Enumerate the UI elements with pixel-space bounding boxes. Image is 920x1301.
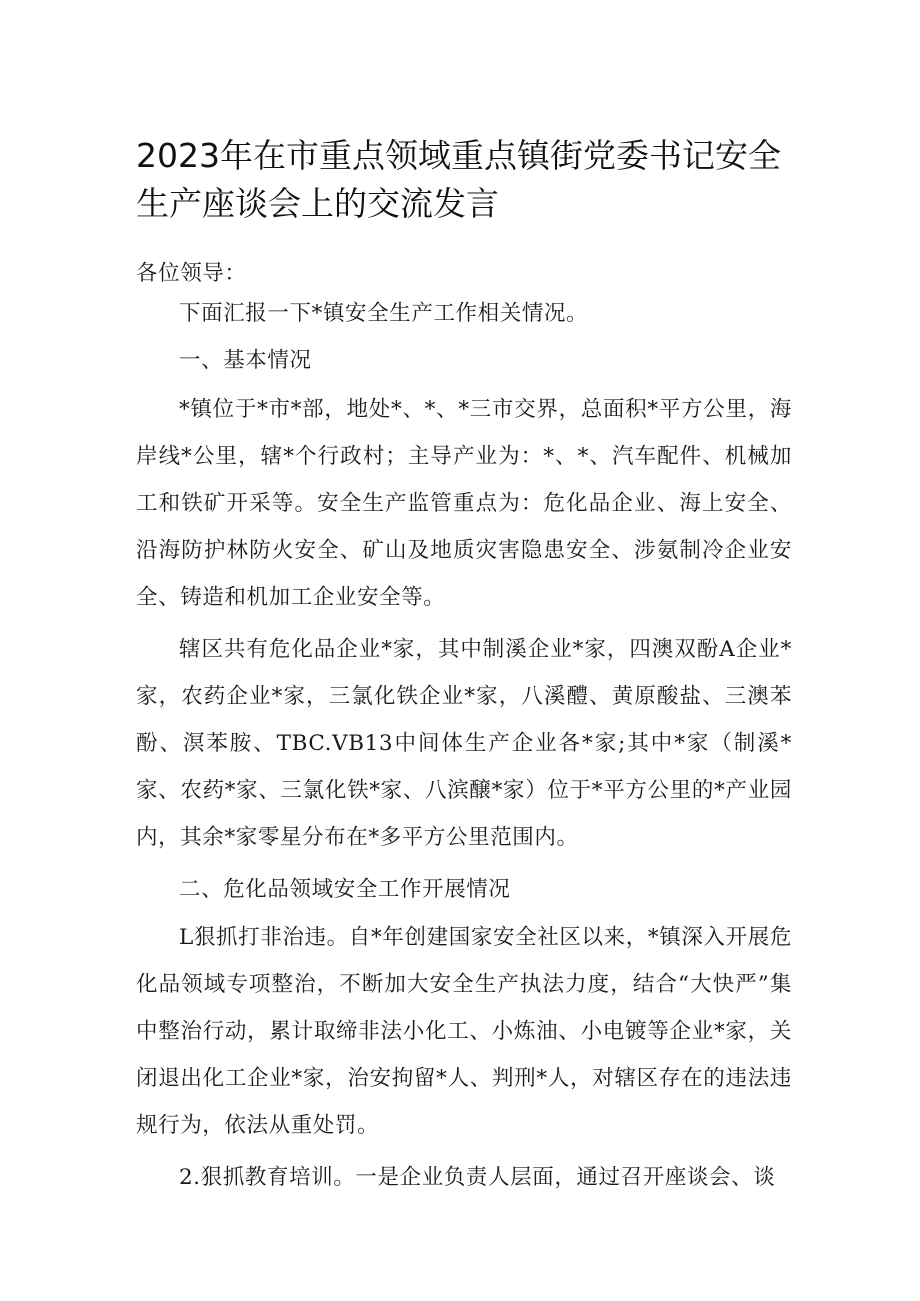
paragraph-training: 2.狠抓教育培训。一是企业负责人层面，通过召开座谈会、谈 xyxy=(179,1165,776,1190)
section-heading-hazardous-work: 二、危化品领域安全工作开展情况 xyxy=(179,877,511,902)
salutation: 各位领导： xyxy=(136,261,247,286)
paragraph-intro: 下面汇报一下*镇安全生产工作相关情况。 xyxy=(179,301,589,326)
paragraph-basic-situation: *镇位于*市*部，地处*、*、*三市交界，总面积*平方公里，海岸线*公里，辖*个行政村；主导产业为：*、*、汽车配件、机械加工和铁矿开采等。安全生产监管重点为：危化品企业、海上安全、沿海防护林防火安全、矿山及地质灾害隐患安全、涉氨制冷企业安全、铸造和机加工企业安全等。 xyxy=(136,397,792,610)
paragraph-crackdown: L狠抓打非治违。自*年创建国家安全社区以来，*镇深入开展危化品领域专项整治，不断加大安全生产执法力度，结合“大快严”集中整治行动，累计取缔非法小化工、小炼油、小电镀等企业*家，关闭退出化工企业*家，治安拘留*人、判刑*人，对辖区存在的违法违规行为，依法从重处罚。 xyxy=(136,925,792,1138)
section-heading-basic-situation: 一、基本情况 xyxy=(179,348,312,373)
paragraph-hazardous-enterprises: 辖区共有危化品企业*家，其中制溪企业*家，四澳双酚A企业*家，农药企业*家，三氯化铁企业*家，八溪醴、黄原酸盐、三澳苯酚、溟苯胺、TBC.VB13中间体生产企业各*家;其中*家（制溪*家、农药*家、三氯化铁*家、八滨醸*家）位于*平方公里的*产业园内，其余*家零星分布在*多平方公里范围内。 xyxy=(136,637,792,850)
document-title: 2023年在市重点领域重点镇街党委书记安全生产座谈会上的交流发言 xyxy=(136,136,781,223)
